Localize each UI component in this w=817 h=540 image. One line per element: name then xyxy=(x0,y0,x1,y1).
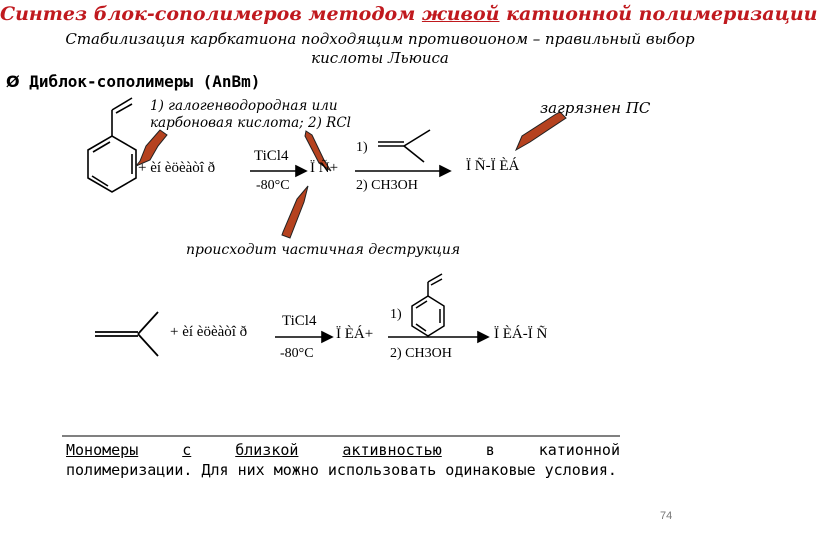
callout-arrow-contamination xyxy=(516,112,566,150)
reaction-arrow-2 xyxy=(355,166,450,176)
catalyst-label-2: TiCl4 xyxy=(282,313,317,329)
isobutylene-structure-2 xyxy=(95,312,158,356)
product-2: Ï ÈÁ-Ï Ñ xyxy=(494,326,548,342)
destruction-note: происходит частичная деструкция xyxy=(186,242,461,258)
step1-label-2: 1) xyxy=(390,307,402,322)
conclusion-word-1: Мономеры xyxy=(66,441,139,459)
step2-label-1: 2) CH3OH xyxy=(356,178,418,193)
title-emph: живой xyxy=(421,3,500,25)
page-number: 74 xyxy=(660,510,673,522)
title-suffix: катионной полимеризации xyxy=(499,3,817,25)
styrene-structure xyxy=(88,98,136,192)
conclusion-word-2: с xyxy=(182,441,192,459)
initiator-text-1: + èí èöèàòî ð xyxy=(138,160,216,176)
reaction-arrow-3 xyxy=(275,332,332,342)
conclusion-text xyxy=(66,440,620,480)
intermediate-2: Ï ÈÁ+ xyxy=(336,326,374,342)
contamination-note: загрязнен ПС xyxy=(540,99,651,117)
conclusion-word-3: близкой xyxy=(235,441,299,459)
isobutylene-structure-1 xyxy=(378,130,430,162)
styrene-structure-2 xyxy=(412,274,444,336)
product-1: Ï Ñ-Ï ÈÁ xyxy=(466,158,520,174)
step1-label-1: 1) xyxy=(356,140,368,155)
bullet-text: Диблок-сополимеры (АnВm) xyxy=(29,72,261,91)
title-prefix: Синтез блок-сополимеров методом xyxy=(0,3,422,25)
conclusion-word-4: активностью xyxy=(342,441,442,459)
reaction-arrow-4 xyxy=(388,332,488,342)
reaction-arrow-1 xyxy=(250,166,306,176)
temperature-label-1: -80°C xyxy=(256,178,290,193)
intermediate-1: Ï Ñ+ xyxy=(310,160,339,176)
step2-label-2: 2) CH3OH xyxy=(390,346,452,361)
conclusion-first-line xyxy=(66,440,620,460)
slide-subtitle: Стабилизация карбкатиона подходящим противоионом – правильный выбор кислоты Льюиса xyxy=(65,30,695,67)
initiator-text-2: + èí èöèàòî ð xyxy=(170,324,248,340)
catalyst-label-1: TiCl4 xyxy=(254,148,289,164)
conclusion-rest: полимеризации. Для них можно использовать одинаковые условия. xyxy=(66,461,617,479)
conclusion-word-6: катионной xyxy=(538,441,620,459)
conclusion-word-5: в xyxy=(485,441,495,459)
reagent-note: 1) галогенводородная или карбоновая кислота; 2) RCl xyxy=(150,98,351,131)
temperature-label-2: -80°C xyxy=(280,346,314,361)
bullet-marker: Ø xyxy=(6,72,20,91)
